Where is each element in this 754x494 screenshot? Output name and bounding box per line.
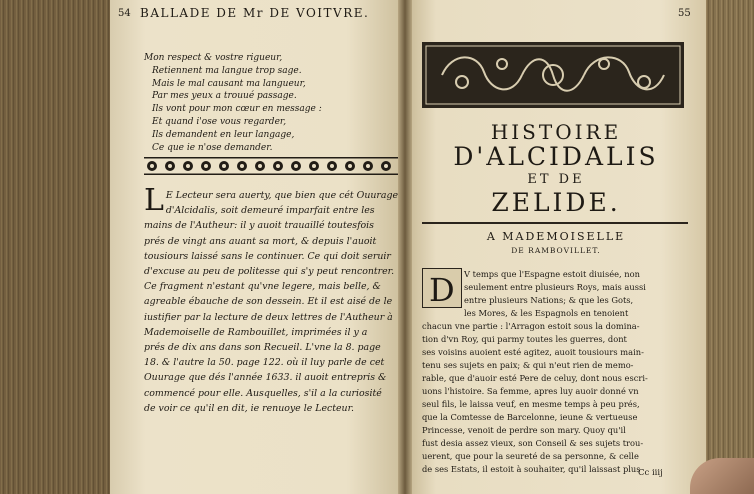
- right-page: [406, 0, 706, 494]
- body-line: tion d'vn Roy, qui parmy toutes les guerres, dont: [422, 334, 627, 344]
- prose-line: agreable ébauche de son dessein. Et il est aisé de le: [144, 296, 393, 308]
- body-line: ses voisins auoient esté agitez, auoit tousiours main-: [422, 347, 644, 357]
- prose-line: de voir ce qu'il en dit, ie renuoye le Lecteur.: [144, 402, 355, 414]
- prose-line: iustifier par la lecture de deux lettres de l'Autheur à: [144, 311, 393, 323]
- body-line: uerent, que pour la seureté de sa personne, & celle: [422, 451, 639, 461]
- body-line: V temps que l'Espagne estoit diuisée, non: [464, 269, 640, 279]
- right-page-edges: [700, 0, 754, 494]
- prose-line: Ce fragment n'estant qu'vne legere, mais belle, &: [144, 281, 381, 293]
- title-rule: [422, 222, 688, 224]
- prose-line: prés de vingt ans auant sa mort, & depuis l'auoit: [144, 235, 377, 247]
- prose-line: d'excuse au peu de politesse qui s'y peut rencontrer.: [144, 266, 395, 278]
- verse-line: Ils demandent en leur langage,: [152, 129, 295, 140]
- body-line: uons l'histoire. Sa femme, apres luy auoir donné vn: [422, 386, 639, 396]
- left-page-edges: [0, 0, 118, 494]
- prose-line: Ouurage que dés l'année 1633. il auoit entrepris &: [144, 372, 387, 384]
- body-line: de ses Estats, il estoit à souhaiter, qu'il laissast plus: [422, 464, 641, 474]
- verse-line: Ce que ie n'ose demander.: [152, 142, 273, 153]
- prose-line: commencé pour elle. Ausquelles, s'il a la curiosité: [144, 387, 382, 399]
- left-page: [110, 0, 406, 494]
- verse-line: Et quand i'ose vous regarder,: [152, 116, 287, 127]
- verse-line: Mais le mal causant ma langueur,: [152, 78, 306, 89]
- fleuron-ornament-band: [144, 155, 398, 177]
- title-alcidalis: D'ALCIDALIS: [453, 142, 659, 171]
- prose-line: E Lecteur sera auerty, que bien que cét Ouurage: [165, 190, 399, 201]
- engraved-headpiece-ornament: [422, 42, 684, 108]
- body-line: chacun vne partie : l'Arragon estoit sous la domina-: [422, 321, 640, 331]
- drop-cap: L: [144, 183, 164, 218]
- running-head: BALLADE DE Mr DE VOITVRE.: [140, 6, 370, 20]
- title-et-de: ET DE: [527, 172, 585, 187]
- story-body: [422, 268, 692, 476]
- body-line: Princesse, venoit de perdre son mary. Quoy qu'il: [422, 425, 626, 435]
- lecteur-notice: [144, 183, 402, 416]
- dedication: A MADEMOISELLE: [486, 230, 626, 243]
- body-line: fust desia assez vieux, son Conseil & ses sujets trou-: [422, 438, 644, 448]
- prose-line: d'Alcidalis, soit demeuré imparfait entre les: [165, 205, 375, 217]
- prose-line: prés de dix ans dans son Recueil. L'vne la 8. page: [144, 342, 381, 354]
- verse-line: Par mes yeux a trouué passage.: [152, 91, 297, 102]
- body-line: les Mores, & les Espagnols en tenoient: [464, 308, 629, 318]
- verse-line: Mon respect & vostre rigueur,: [144, 53, 283, 63]
- body-line: tenu ses sujets en paix; & qui n'eut rien de memo-: [422, 360, 634, 370]
- title-histoire: HISTOIRE: [490, 120, 622, 144]
- body-line: seulement entre plusieurs Roys, mais aussi: [464, 282, 646, 292]
- prose-line: tousiours laissé sans le continuer. Ce qui doit seruir: [144, 250, 391, 262]
- verse-line: Ils vont pour mon cœur en message :: [152, 104, 322, 115]
- prose-line: 18. & l'autre la 50. page 122. où il luy parle de cet: [144, 357, 385, 369]
- prose-line: mains de l'Autheur: il y auoit trauaillé toutesfois: [144, 220, 374, 232]
- body-line: entre plusieurs Nations; & que les Gots,: [464, 295, 634, 305]
- verse-line: Retiennent ma langue trop sage.: [152, 65, 302, 76]
- drop-cap-letter: D: [429, 271, 455, 309]
- body-line: rable, que d'auoir esté Pere de celuy, dont nous escri-: [422, 373, 648, 383]
- prose-line: Mademoiselle de Rambouillet, imprimées il y a: [144, 326, 368, 338]
- body-line: seul fils, le laissa veuf, en mesme temps à peu prés,: [422, 399, 640, 409]
- left-page-number: 54: [118, 8, 131, 19]
- dedication-sub: DE RAMBOVILLET.: [511, 246, 601, 255]
- right-page-number: 55: [678, 8, 691, 19]
- title-zelide: ZELIDE.: [491, 188, 621, 217]
- signature-mark: Cc iiij: [638, 468, 663, 478]
- ballade-verse: [144, 52, 394, 154]
- book-gutter: [398, 0, 412, 494]
- body-line: que la Comtesse de Barcelonne, ieune & vertueuse: [422, 412, 638, 422]
